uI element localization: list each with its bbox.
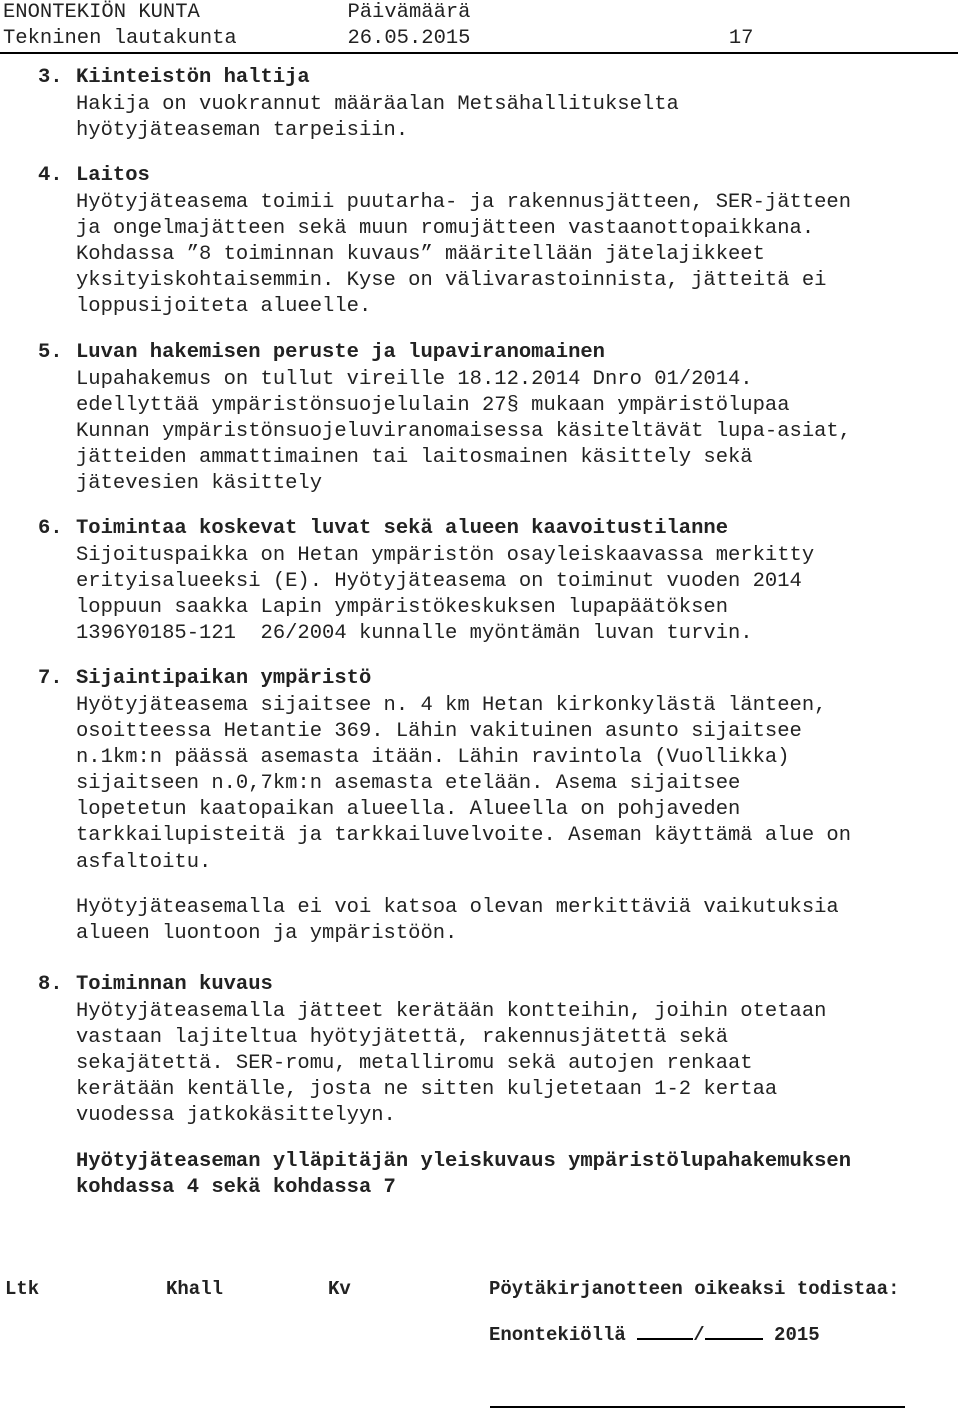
- section-number: 7.: [38, 667, 63, 690]
- body-line: Hakija on vuokrannut määräalan Metsähallitukselta: [76, 93, 679, 116]
- section-number: 8.: [38, 973, 63, 996]
- section-body-impact: [76, 895, 956, 947]
- section-body: [76, 92, 956, 144]
- summary-note-line: kohdassa 4 sekä kohdassa 7: [76, 1176, 396, 1200]
- body-line: alueen luontoon ja ympäristöön.: [76, 922, 458, 946]
- body-line: Hyötyjäteasema sijaitsee n. 4 km Hetan kirkonkylästä länteen,: [76, 694, 827, 717]
- section-number: 6.: [38, 517, 63, 540]
- signature-date-row: [489, 1320, 820, 1347]
- section-body: [76, 999, 956, 1129]
- header-divider: [0, 52, 958, 54]
- body-line: sekajätettä. SER-romu, metalliromu sekä autojen renkaat: [76, 1052, 753, 1076]
- signature-line: [490, 1406, 905, 1408]
- signature-place: Enontekiöllä: [489, 1324, 626, 1346]
- body-line: Kohdassa ”8 toiminnan kuvaus” määritellään jätelajikkeet: [76, 243, 765, 267]
- section-number: 3.: [38, 66, 63, 89]
- date-slash: /: [693, 1324, 705, 1346]
- body-line: Kunnan ympäristönsuojeluviranomaisessa käsiteltävät lupa-asiat,: [76, 420, 852, 444]
- date-day-blank: [637, 1320, 693, 1340]
- signature-year: 2015: [774, 1324, 820, 1346]
- body-line: jätteiden ammattimainen tai laitosmainen käsittely sekä: [76, 446, 753, 470]
- section-number: 4.: [38, 164, 63, 187]
- body-line: osoitteessa Hetantie 369. Lähin vakituinen asunto sijaitsee: [76, 720, 802, 744]
- summary-note: [76, 1149, 956, 1201]
- footer-kv-label: Kv: [328, 1278, 351, 1300]
- section-body: [76, 543, 956, 647]
- body-line: 1396Y0185-121 26/2004 kunnalle myöntämän luvan turvin.: [76, 622, 753, 646]
- footer-ltk-label: Ltk: [5, 1278, 40, 1300]
- date-month-blank: [705, 1320, 763, 1340]
- section-title: Luvan hakemisen peruste ja lupaviranomainen: [76, 341, 605, 364]
- body-line: Lupahakemus on tullut vireille 18.12.2014 Dnro 01/2014.: [76, 368, 753, 391]
- body-line: Hyötyjäteasemalla jätteet kerätään kontteihin, joihin otetaan: [76, 1000, 827, 1023]
- body-line: Hyötyjäteasemalla ei voi katsoa olevan merkittäviä vaikutuksia: [76, 896, 839, 919]
- section-body: [76, 367, 956, 497]
- body-line: erityisalueeksi (E). Hyötyjäteasema on toiminut vuoden 2014: [76, 570, 802, 594]
- summary-note-line: Hyötyjäteaseman ylläpitäjän yleiskuvaus ympäristölupahakemuksen: [76, 1150, 852, 1173]
- section-body: [76, 190, 956, 320]
- footer-khall-label: Khall: [166, 1278, 224, 1300]
- body-line: edellyttää ympäristönsuojelulain 27§ mukaan ympäristölupaa: [76, 394, 790, 418]
- body-line: Sijoituspaikka on Hetan ympäristön osayleiskaavassa merkitty: [76, 544, 815, 567]
- body-line: lopetetun kaatopaikan alueella. Alueella on pohjaveden: [76, 798, 741, 822]
- section-title: Kiinteistön haltija: [76, 66, 310, 89]
- body-line: tarkkailupisteitä ja tarkkailuvelvoite. Aseman käyttämä alue on: [76, 824, 852, 848]
- body-line: jätevesien käsittely: [76, 472, 323, 496]
- body-line: Hyötyjäteasema toimii puutarha- ja rakennusjätteen, SER-jätteen: [76, 191, 852, 214]
- body-line: hyötyjäteaseman tarpeisiin.: [76, 119, 409, 143]
- header-committee-line: Tekninen lautakunta 26.05.2015 17: [3, 27, 754, 50]
- section-body: [76, 693, 956, 876]
- body-line: ja ongelmajätteen sekä muun romujätteen vastaanottopaikkana.: [76, 217, 815, 241]
- footer-certify-label: Pöytäkirjanotteen oikeaksi todistaa:: [489, 1278, 900, 1300]
- section-number: 5.: [38, 341, 63, 364]
- body-line: kerätään kentälle, josta ne sitten kuljetetaan 1-2 kertaa: [76, 1078, 778, 1102]
- body-line: yksityiskohtaisemmin. Kyse on välivarastoinnista, jätteitä ei: [76, 269, 827, 293]
- body-line: vastaan lajiteltua hyötyjätettä, rakennusjätettä sekä: [76, 1026, 729, 1050]
- body-line: sijaitseen n.0,7km:n asemasta etelään. Asema sijaitsee: [76, 772, 741, 796]
- section-title: Sijaintipaikan ympäristö: [76, 667, 372, 690]
- header-municipality-line: ENONTEKIÖN KUNTA Päivämäärä: [3, 1, 471, 24]
- section-title: Toiminnan kuvaus: [76, 973, 273, 996]
- body-line: loppuun saakka Lapin ympäristökeskuksen lupapäätöksen: [76, 596, 729, 620]
- body-line: loppusijoiteta alueelle.: [76, 295, 372, 319]
- body-line: asfaltoitu.: [76, 850, 212, 874]
- section-title: Laitos: [76, 164, 150, 187]
- section-title: Toimintaa koskevat luvat sekä alueen kaavoitustilanne: [76, 517, 729, 540]
- body-line: vuodessa jatkokäsittelyyn.: [76, 1104, 396, 1128]
- body-line: n.1km:n päässä asemasta itään. Lähin ravintola (Vuollikka): [76, 746, 790, 770]
